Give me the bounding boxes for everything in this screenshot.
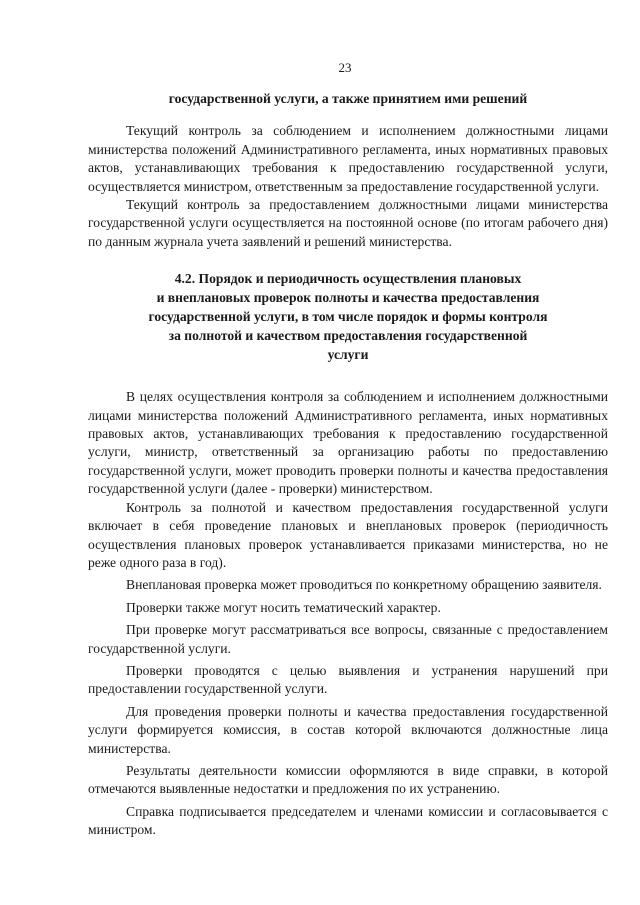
section-heading-line: услуги	[327, 347, 369, 363]
paragraph: Текущий контроль за соблюдением и исполнением должностными лицами министерства положений Административного регламента, иных нормативных правовых актов, устанавливающих требования к предоставлению государственной услуги, осуществляется министром, ответственным за предоставление государственной услуги.	[88, 123, 608, 194]
page-number: 23	[338, 60, 352, 75]
section-continuation-title: государственной услуги, а также принятием ими решений	[168, 91, 528, 106]
document-body	[88, 90, 608, 840]
paragraph: Текущий контроль за предоставлением должностными лицами министерства государственной услуги осуществляется на постоянной основе (по итогам рабочего дня) по данным журнала учета заявлений и решений министерства.	[88, 197, 608, 249]
paragraph: Проверки проводятся с целью выявления и устранения нарушений при предоставлении государственной услуги.	[88, 662, 608, 697]
section-heading-line: 4.2. Порядок и периодичность осуществления плановых	[174, 271, 522, 287]
section-heading-line: государственной услуги, в том числе порядок и формы контроля	[148, 309, 548, 325]
paragraph: Внеплановая проверка может проводиться по конкретному обращению заявителя.	[126, 577, 602, 593]
section-heading	[88, 269, 608, 364]
paragraph: Для проведения проверки полноты и качества предоставления государственной услуги формируется комиссия, в состав которой включаются должностные лица министерства.	[88, 703, 608, 756]
paragraph: Результаты деятельности комиссии оформляются в виде справки, в которой отмечаются выявленные недостатки и предложения по их устранению.	[88, 762, 608, 797]
paragraph: Справка подписывается председателем и членами комиссии и согласовывается с министром.	[88, 803, 608, 838]
paragraph: В целях осуществления контроля за соблюдением и исполнением должностными лицами министерства положений Административного регламента, иных нормативных правовых актов, устанавливающих требования к предоставлению государственной услуги, министр, ответственный за организацию работы по предоставлению государственной услуги, может проводить проверки полноты и качества предоставления государственной услуги (далее - проверки) министерством.	[88, 389, 608, 497]
paragraph: Проверки также могут носить тематический характер.	[126, 599, 441, 615]
section-heading-line: и внеплановых проверок полноты и качества предоставления	[156, 290, 540, 306]
section-heading-line: за полнотой и качеством предоставления государственной	[168, 328, 528, 344]
paragraph: При проверке могут рассматриваться все вопросы, связанные с предоставлением государственной услуги.	[88, 622, 608, 656]
paragraph: Контроль за полнотой и качеством предоставления государственной услуги включает в себя проведение плановых и внеплановых проверок (периодичность осуществления плановых проверок устанавливается приказами министерства, но не реже одного раза в год).	[88, 499, 608, 570]
